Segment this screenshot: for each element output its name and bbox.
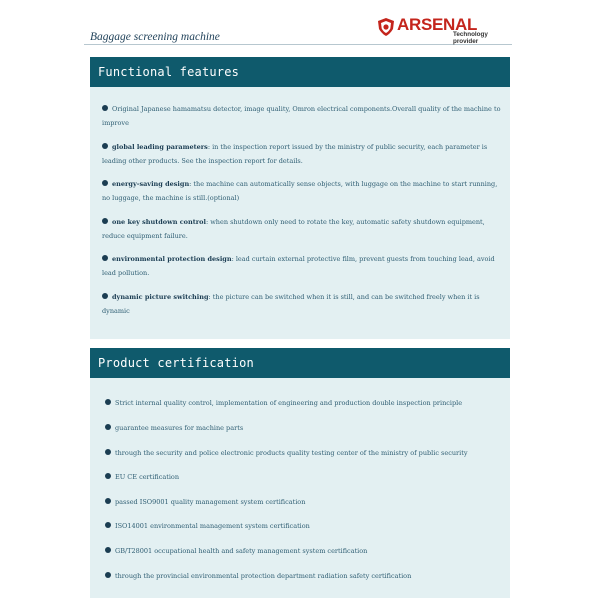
feature-title: energy-saving design bbox=[112, 180, 190, 188]
feature-text: : in the inspection report issued by the ministry of public security, each parameter is leading other products. See the inspection report for details. bbox=[102, 143, 488, 165]
feature-item bbox=[102, 291, 502, 318]
feature-text: : lead curtain external protective film, prevent guests from touching lead, avoid lead pollution. bbox=[102, 255, 495, 277]
certification-text: guarantee measures for machine parts bbox=[115, 424, 244, 432]
feature-title: dynamic picture switching bbox=[112, 293, 209, 301]
title-underline bbox=[84, 44, 512, 45]
bullet-icon bbox=[105, 473, 111, 479]
certification-text: through the provincial environmental protection department radiation safety certification bbox=[115, 572, 412, 580]
bullet-icon bbox=[102, 293, 108, 299]
bullet-icon bbox=[105, 449, 111, 455]
feature-item bbox=[102, 103, 502, 130]
certification-item bbox=[105, 448, 505, 458]
certification-text: through the security and police electronic products quality testing center of the ministry of public security bbox=[115, 449, 468, 457]
bullet-icon bbox=[102, 180, 108, 186]
product-certification-header bbox=[90, 348, 510, 378]
brand-tagline: Technology provider bbox=[453, 31, 488, 45]
certification-item bbox=[105, 546, 505, 556]
certification-item bbox=[105, 398, 505, 408]
brand-logo bbox=[377, 15, 512, 45]
feature-title: environmental protection design bbox=[112, 255, 232, 263]
product-certification-heading: Product certification bbox=[98, 356, 254, 370]
feature-item bbox=[102, 253, 502, 280]
functional-features-header bbox=[90, 57, 510, 87]
certification-item bbox=[105, 521, 505, 531]
bullet-icon bbox=[102, 105, 108, 111]
feature-item bbox=[102, 141, 502, 168]
certification-item bbox=[105, 571, 505, 581]
functional-features-heading: Functional features bbox=[98, 65, 240, 79]
feature-item bbox=[102, 178, 502, 205]
feature-text: : when shutdown only need to rotate the key, automatic safety shutdown equipment, reduce equipment failure. bbox=[102, 218, 485, 240]
bullet-icon bbox=[102, 218, 108, 224]
bullet-icon bbox=[105, 399, 111, 405]
feature-title: global leading parameters bbox=[112, 143, 208, 151]
functional-features-panel bbox=[90, 87, 510, 339]
certification-text: GB/T28001 occupational health and safety management system certification bbox=[115, 547, 368, 555]
certification-text: passed ISO9001 quality management system certification bbox=[115, 498, 306, 506]
bullet-icon bbox=[102, 255, 108, 261]
bullet-icon bbox=[105, 522, 111, 528]
certification-text: ISO14001 environmental management system certification bbox=[115, 522, 310, 530]
document-title: Baggage screening machine bbox=[90, 31, 220, 43]
certification-text: EU CE certification bbox=[115, 473, 180, 481]
shield-icon bbox=[377, 17, 395, 37]
feature-item bbox=[102, 216, 502, 243]
bullet-icon bbox=[105, 498, 111, 504]
product-certification-panel bbox=[90, 378, 510, 598]
certification-item bbox=[105, 423, 505, 433]
bullet-icon bbox=[105, 572, 111, 578]
bullet-icon bbox=[105, 424, 111, 430]
certification-item bbox=[105, 497, 505, 507]
certification-item bbox=[105, 472, 505, 482]
feature-text: : the machine can automatically sense objects, with luggage on the machine to start running, no luggage, the machine is still.(optional) bbox=[102, 180, 498, 202]
feature-text: Original Japanese hamamatsu detector, image quality, Omron electrical components.Overall quality of the machine to improve bbox=[102, 105, 501, 127]
certification-text: Strict internal quality control, implementation of engineering and production double inspection principle bbox=[115, 399, 463, 407]
bullet-icon bbox=[105, 547, 111, 553]
feature-title: one key shutdown control bbox=[112, 218, 206, 226]
feature-text: : the picture can be switched when it is still, and can be switched freely when it is dynamic bbox=[102, 293, 480, 315]
bullet-icon bbox=[102, 143, 108, 149]
brand-name: ARSENAL bbox=[397, 15, 478, 34]
